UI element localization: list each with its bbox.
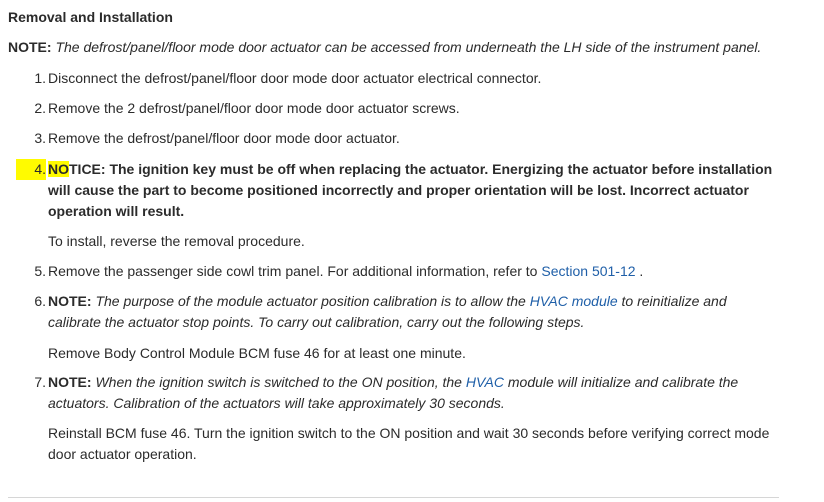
step-6-substep: Remove Body Control Module BCM fuse 46 for at least one minute. bbox=[48, 345, 466, 361]
step-text bbox=[48, 261, 776, 282]
bottom-divider bbox=[8, 497, 779, 498]
step-number: 5. bbox=[34, 263, 46, 279]
note-label: NOTE: bbox=[8, 39, 52, 55]
step-number: 2. bbox=[34, 100, 46, 116]
step-number: 3. bbox=[34, 130, 46, 146]
intro-note bbox=[8, 38, 761, 56]
notice-text bbox=[48, 159, 776, 222]
note-label: NOTE: bbox=[48, 374, 92, 390]
section-title: Removal and Installation bbox=[8, 9, 173, 25]
note-text-after: to reinitialize and calibrate the actuator stop points. To carry out calibration, carry out the following steps. bbox=[48, 293, 727, 330]
notice-highlight: NO bbox=[48, 161, 69, 177]
step-text-after: . bbox=[635, 263, 644, 279]
hvac-link[interactable]: HVAC bbox=[465, 374, 504, 390]
step-note bbox=[48, 372, 776, 414]
step-number: 6. bbox=[34, 293, 46, 309]
step-4-substep: To install, reverse the removal procedure. bbox=[48, 233, 305, 249]
hvac-module-link[interactable]: HVAC module bbox=[529, 293, 618, 309]
step-number: 1. bbox=[34, 70, 46, 86]
note-text-after: module will initialize and calibrate the actuators. Calibration of the actuators will take approximately 30 seconds. bbox=[48, 374, 739, 411]
step-text-before: Remove the passenger side cowl trim panel. For additional information, refer to bbox=[48, 263, 542, 279]
note-text-before: The purpose of the module actuator position calibration is to allow the bbox=[91, 293, 530, 309]
step-text: Disconnect the defrost/panel/floor door mode door actuator electrical connector. bbox=[48, 70, 542, 86]
section-link[interactable]: Section 501-12 bbox=[541, 263, 636, 279]
step-number: 7. bbox=[34, 374, 46, 390]
note-label: NOTE: bbox=[48, 293, 92, 309]
notice-body: TICE: The ignition key must be off when replacing the actuator. Energizing the actuator before installation will cause the part to become positioned incorrectly and proper orientation will be lost. Incorrect actuator operation will result. bbox=[48, 161, 773, 219]
step-7-substep: Reinstall BCM fuse 46. Turn the ignition switch to the ON position and wait 30 seconds before verifying correct mode door actuator operation. bbox=[48, 425, 770, 462]
note-text-before: When the ignition switch is switched to the ON position, the bbox=[91, 374, 466, 390]
step-text: Remove the 2 defrost/panel/floor door mode door actuator screws. bbox=[48, 100, 460, 116]
step-text: Remove the defrost/panel/floor door mode door actuator. bbox=[48, 130, 400, 146]
step-note bbox=[48, 291, 776, 333]
note-text: The defrost/panel/floor mode door actuator can be accessed from underneath the LH side of the instrument panel. bbox=[55, 39, 762, 55]
step-number: 4. bbox=[16, 159, 46, 180]
